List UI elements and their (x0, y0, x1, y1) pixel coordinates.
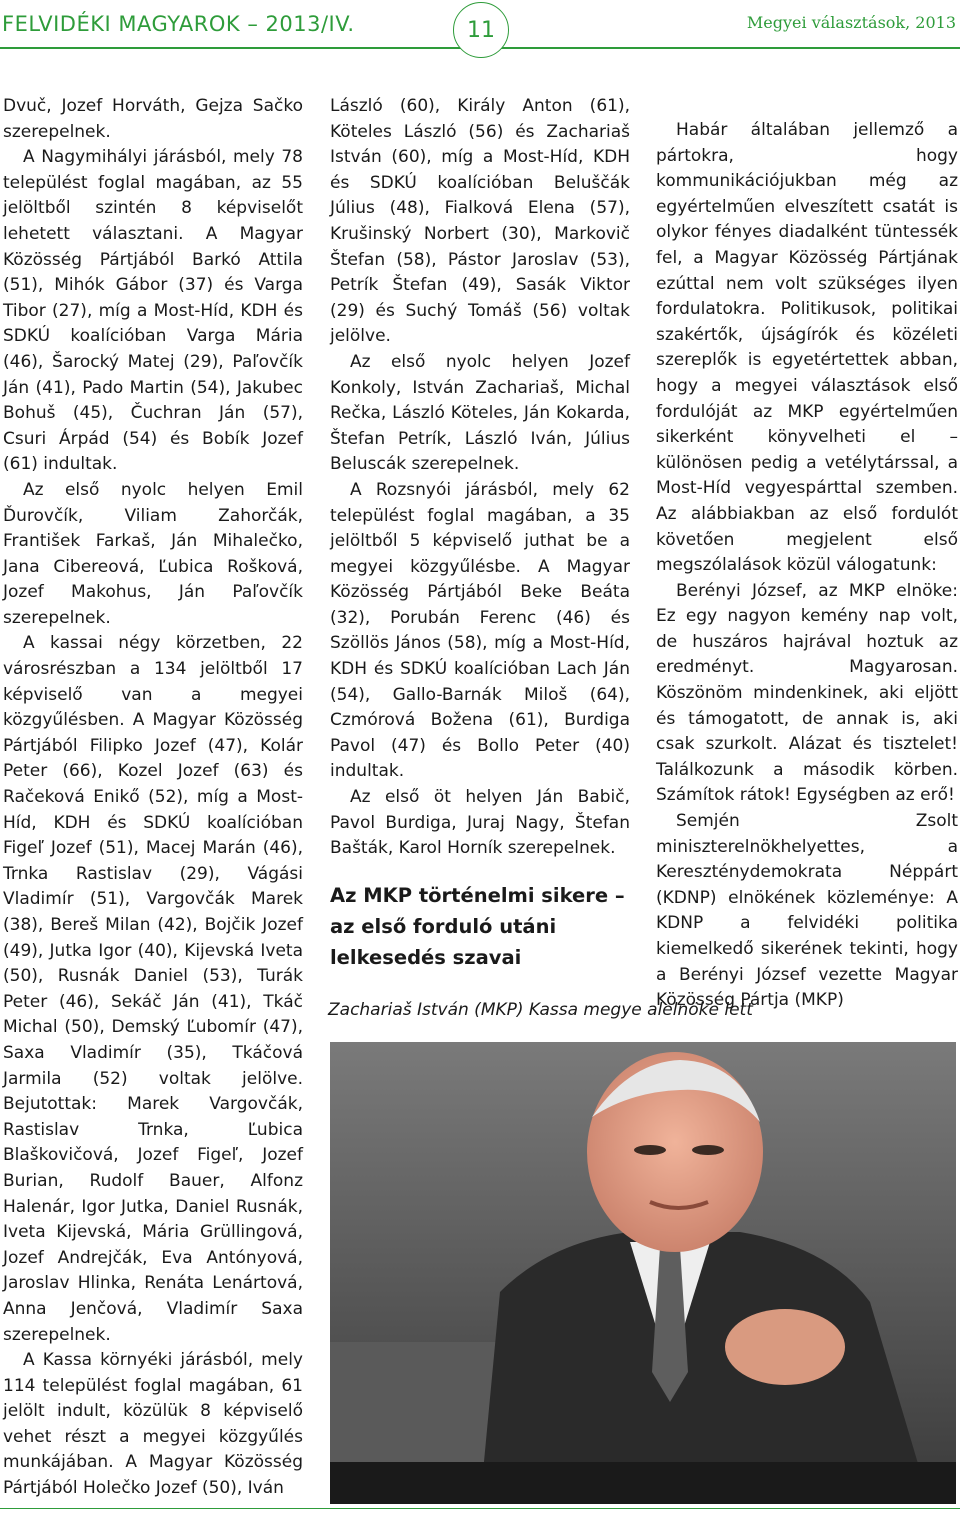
column-2-paragraph: A Rozsnyói járásból, mely 62 települést foglal magában, a 35 jelöltből 5 képviselő juthat be a megyei közgyűlésbe. A Magyar Közösség Pártjából Beke Beáta (32), Porubán Ferenc (46) és Szöllös János (58), míg a Most-Híd, KDH és SDKÚ koalícióban Lach Ján (54), Gallo-Barnák Miloš (64), Czmórová Božena (61), Burdiga Pavol (47) és Bollo Peter (40) indultak. (330, 479, 630, 782)
column-2-paragraph: Az első nyolc helyen Jozef Konkoly, István Zachariaš, Michal Rečka, László Köteles, Ján Kokarda, Štefan Petrík, László Iván, Július Beluscák szerepelnek. (330, 351, 630, 475)
section-title: Megyei választások, 2013 (746, 13, 956, 32)
column-2-paragraph: László (60), Király Anton (61), Köteles László (56) és Zachariaš István (60), míg a Most-Híd, KDH és SDKÚ koalícióban Beluščák Július (48), Fialková Elena (57), Krušinský Norbert (30), Markovič Štefan (58), Pástor Jaroslav (53), Petrík Štefan (49), Sasák Viktor (29) és Suchý Tomáš (56) voltak jelölve. (330, 96, 630, 347)
column-1-paragraph: Dvuč, Jozef Horváth, Gejza Sačko szerepelnek. (3, 96, 303, 142)
column-3-paragraph: Berényi József, az MKP elnöke: Ez egy nagyon kemény nap volt, de huszáros hajrával hoztuk az eredményt. Magyarosan. Köszönöm mindenkinek, aki eljött és támogatott, de annak is, aki csak szurkolt. Alázat és tisztelet! Találkozunk a második körben. Számítok rátok! Egységben az erő! (656, 580, 958, 806)
publication-title: FELVIDÉKI MAGYAROK – 2013/IV. (2, 12, 355, 36)
column-1-paragraph: A Kassa környéki járásból, mely 114 települést foglal magában, 61 jelölt indult, közülük 8 képviselő vehet részt a megyei közgyűlés munkájában. A Magyar Közösség Pártjából Holečko Jozef (50), Iván (3, 1350, 303, 1499)
article-subheading: Az MKP történelmi sikere – az első forduló utáni lelkesedés szavai (330, 883, 625, 969)
column-2-paragraph: Az első öt helyen Ján Babič, Pavol Burdiga, Juraj Nagy, Štefan Bašták, Karol Horník szerepelnek. (330, 787, 630, 859)
column-1-paragraph: Az első nyolc helyen Emil Ďurovčík, Viliam Zahorčák, František Farkaš, Ján Mihalečko, Jana Cibereová, Ľubica Rošková, Jozef Makohus, Ján Paľovčík szerepelnek. (3, 479, 303, 628)
speaker-illustration (330, 1042, 956, 1504)
portrait-photo (330, 1042, 956, 1504)
column-3-paragraph: Habár általában jellemző a pártokra, hogy kommunikációjukban még az egyértelműen elveszített csatát is olykor fényes diadalként tüntessék fel, a Magyar Közösség Pártjának ezúttal nem volt szükséges ilyen fordulatokra. Politikusok, politikai szakértők, újságírók és közéleti szereplők is egyetértettek abban, hogy a megyei választások első fordulóját az MKP egyértelműen sikerként könyvelheti el – különösen pedig a vetélytárssal, a Most-Híd vegyespárttal szemben. Az alábbiakban az első fordulót követően megjelent első megszólalások közül válogatunk: (656, 120, 958, 576)
column-2-text (330, 94, 630, 862)
column-1-paragraph: A kassai négy körzetben, 22 városrészban a 134 jelöltből 17 képviselő van a megyei közgyűlésben. A Magyar Közösség Pártjából Filipko Jozef (47), Kolár Peter (66), Kozel Jozef (63) és Račeková Enikő (52), míg a Most-Híd, KDH és SDKÚ koalícióban Figeľ Jozef (51), Macej Marán (46), Trnka Rastislav (29), Vágási Vladimír (51), Vargovčák Marek (38), Bereš Milan (42), Bojčik Jozef (49), Jutka Igor (40), Kijevská Iveta (50), Rusnák Daniel (53), Turák Peter (46), Sekáč Ján (41), Tkáč Michal (50), Demský Ľubomír (47), Saxa Vladimír (35), Tkáčová Jarmila (52) voltak jelölve. Bejutottak: Marek Vargovčák, Rastislav Trnka, Ľubica Blaškovičová, Jozef Figeľ, Jozef Burian, Rudolf Bauer, Alfonz Halenár, Igor Jutka, Daniel Rusnák, Iveta Kijevská, Mária Grüllingová, Jozef Andrejčák, Eva Antónyová, Jaroslav Hlinka, Renáta Lenártová, Anna Jenčová, Vladimír Saxa szerepelnek. (3, 633, 303, 1345)
footer-rule (0, 1508, 960, 1509)
page-header (0, 0, 960, 62)
article-column-3 (656, 118, 958, 1014)
column-1-paragraph: A Nagymihályi járásból, mely 78 települést foglal magában, az 55 jelöltből szintén 8 képviselőt lehetett választani. A Magyar Közösség Pártjából Barkó Attila (51), Mihók Gábor (37) és Varga Tibor (27), míg a Most-Híd, KDH és SDKÚ koalícióban Varga Mária (46), Šarocký Matej (29), Paľovčík Ján (41), Pado Martin (54), Jakubec Bohuš (45), Čuchran Ján (57), Csuri Árpád (54) és Bobík Jozef (61) indultak. (3, 147, 303, 475)
article-column-1 (3, 94, 303, 1502)
column-3-paragraph: Semjén Zsolt miniszterelnökhelyettes, a Kereszténydemokrata Néppárt (KDNP) elnökének közleménye: A KDNP a felvidéki politika kiemelkedő sikerének tekinti, hogy a Berényi József vezette Magyar Közösség Pártja (MKP) (656, 811, 958, 1011)
photo-caption: Zachariaš István (MKP) Kassa megye alelnöke lett (328, 1000, 753, 1020)
page-number: 11 (453, 2, 509, 58)
article-column-2 (330, 94, 630, 973)
